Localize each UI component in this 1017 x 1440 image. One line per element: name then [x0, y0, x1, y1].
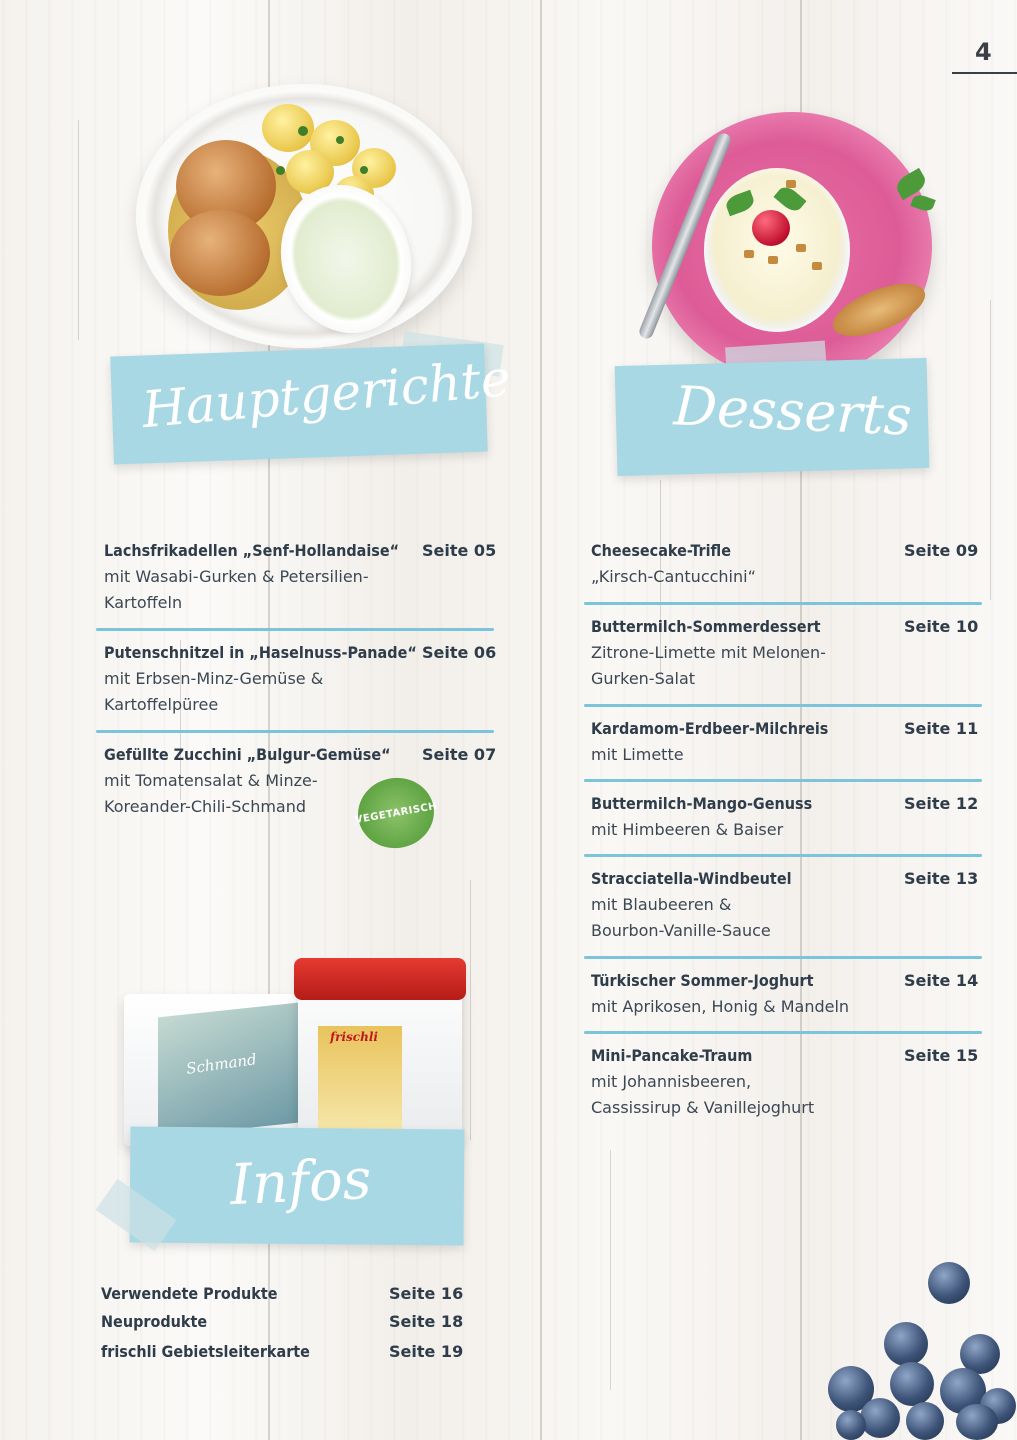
toc-page-number[interactable]: Seite 16: [389, 1284, 464, 1303]
toc-entry-title: Gefüllte Zucchini „Bulgur-Gemüse“: [104, 745, 391, 764]
separator: [96, 730, 494, 733]
toc-entry-subtitle: Kartoffelpüree: [104, 695, 219, 714]
toc-entry-title: Lachsfrikadellen „Senf-Hollandaise“: [104, 541, 400, 560]
page-number: 4: [975, 38, 992, 66]
infos-banner: [130, 1127, 465, 1246]
separator: [584, 956, 982, 959]
separator: [584, 602, 982, 605]
toc-page-number[interactable]: Seite 15: [904, 1046, 979, 1065]
toc-entry[interactable]: [591, 866, 891, 944]
toc-entry[interactable]: [591, 968, 891, 1020]
toc-entry-subtitle: Kartoffeln: [104, 593, 183, 612]
wood-grain: [470, 880, 471, 1140]
toc-entry-subtitle: mit Erbsen-Minz-Gemüse &: [104, 669, 324, 688]
toc-entry-title: Neuprodukte: [101, 1312, 208, 1331]
toc-entry-subtitle: Cassissirup & Vanillejoghurt: [591, 1098, 815, 1117]
toc-entry-title: frischli Gebietsleiterkarte: [101, 1342, 310, 1361]
toc-entry-title: Buttermilch-Mango-Genuss: [591, 794, 813, 813]
toc-page-number[interactable]: Seite 19: [389, 1342, 464, 1361]
toc-entry-title: Verwendete Produkte: [101, 1284, 278, 1303]
toc-entry[interactable]: [104, 640, 424, 718]
toc-entry[interactable]: [591, 1043, 891, 1121]
toc-entry[interactable]: [101, 1281, 381, 1307]
toc-entry-title: Buttermilch-Sommerdessert: [591, 617, 821, 636]
toc-page-number[interactable]: Seite 10: [904, 617, 979, 636]
toc-entry-title: Türkischer Sommer-Joghurt: [591, 971, 814, 990]
toc-entry-title: Putenschnitzel in „Haselnuss-Panade“: [104, 643, 417, 662]
page-number-rule: [952, 72, 1017, 74]
toc-page-number[interactable]: Seite 06: [422, 643, 497, 662]
toc-entry-subtitle: mit Aprikosen, Honig & Mandeln: [591, 997, 850, 1016]
toc-entry-subtitle: Koreander-Chili-Schmand: [104, 797, 307, 816]
toc-page-number[interactable]: Seite 11: [904, 719, 979, 738]
section-heading: Infos: [228, 1146, 373, 1219]
toc-entry-title: Mini-Pancake-Traum: [591, 1046, 753, 1065]
wood-grain: [990, 300, 991, 600]
toc-entry-title: Stracciatella-Windbeutel: [591, 869, 792, 888]
toc-entry-title: Kardamom-Erdbeer-Milchreis: [591, 719, 829, 738]
desserts-banner: [615, 358, 930, 476]
separator: [96, 628, 494, 631]
toc-entry-subtitle: „Kirsch-Cantucchini“: [591, 567, 756, 586]
product-label: Schmand: [185, 1050, 258, 1078]
toc-entry-subtitle: mit Wasabi-Gurken & Petersilien-: [104, 567, 369, 586]
wood-grain: [610, 1150, 611, 1390]
toc-entry[interactable]: [591, 716, 891, 768]
wood-grain: [78, 120, 79, 340]
vegetarian-badge-label: VEGETARISCH: [354, 800, 438, 826]
section-heading: Desserts: [672, 374, 913, 448]
toc-entry-subtitle: mit Johannisbeeren,: [591, 1072, 752, 1091]
toc-entry-title: Cheesecake-Trifle: [591, 541, 731, 560]
toc-entry-subtitle: mit Himbeeren & Baiser: [591, 820, 784, 839]
toc-entry[interactable]: [104, 538, 424, 616]
toc-entry[interactable]: [101, 1339, 381, 1365]
separator: [584, 779, 982, 782]
plank-gap: [540, 0, 542, 1440]
toc-entry-subtitle: Gurken-Salat: [591, 669, 696, 688]
toc-entry[interactable]: [591, 791, 891, 843]
toc-entry-subtitle: Zitrone-Limette mit Melonen-: [591, 643, 826, 662]
toc-entry-subtitle: mit Tomatensalat & Minze-: [104, 771, 318, 790]
section-heading: Hauptgerichte: [139, 349, 513, 440]
toc-page-number[interactable]: Seite 13: [904, 869, 979, 888]
toc-page-number[interactable]: Seite 09: [904, 541, 979, 560]
separator: [584, 704, 982, 707]
toc-entry-subtitle: mit Blaubeeren &: [591, 895, 732, 914]
separator: [584, 854, 982, 857]
toc-page-number[interactable]: Seite 14: [904, 971, 979, 990]
toc-entry[interactable]: [591, 614, 891, 692]
separator: [584, 1031, 982, 1034]
toc-entry[interactable]: [101, 1309, 381, 1335]
toc-page-number[interactable]: Seite 05: [422, 541, 497, 560]
product-brand: frischli: [330, 1030, 378, 1044]
toc-page-number[interactable]: Seite 18: [389, 1312, 464, 1331]
toc-entry-subtitle: mit Limette: [591, 745, 684, 764]
toc-entry-subtitle: Bourbon-Vanille-Sauce: [591, 921, 771, 940]
toc-page-number[interactable]: Seite 07: [422, 745, 497, 764]
toc-entry[interactable]: [591, 538, 891, 590]
toc-page-number[interactable]: Seite 12: [904, 794, 979, 813]
hauptgerichte-banner: [110, 344, 513, 465]
